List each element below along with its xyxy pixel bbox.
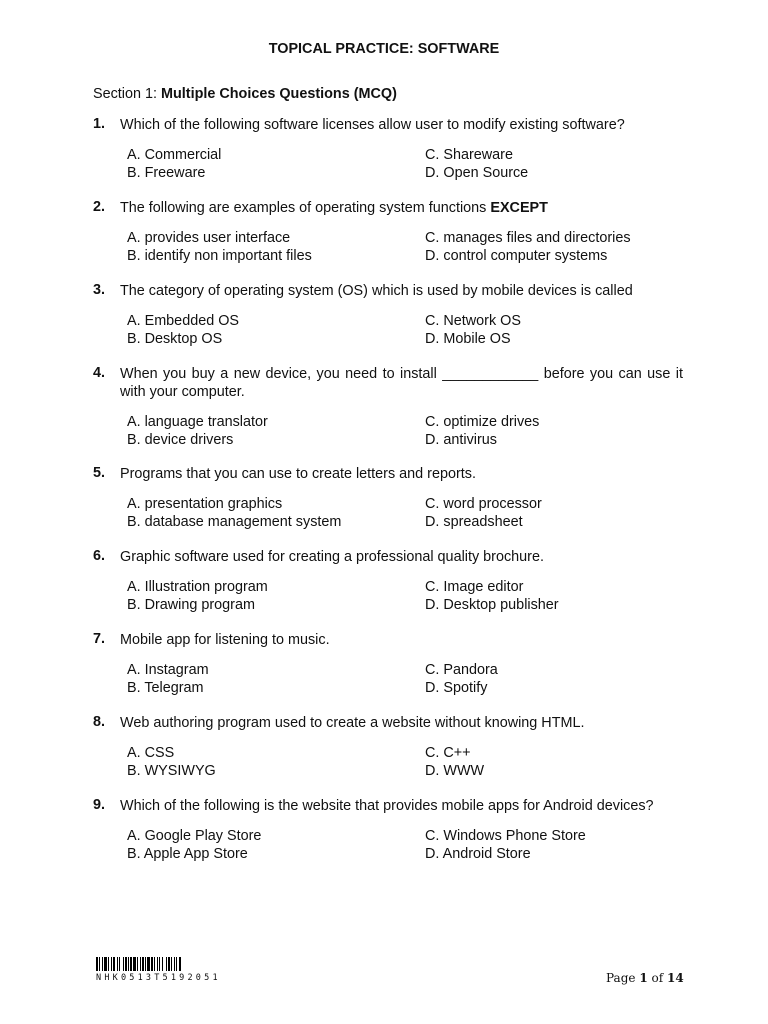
- option-b: B. WYSIWYG: [127, 763, 216, 779]
- question-number: 8.: [93, 714, 106, 730]
- question-4: [93, 365, 683, 449]
- question-text: [120, 199, 683, 217]
- section-name: Multiple Choices Questions (MCQ): [161, 86, 397, 102]
- question-text: Programs that you can use to create letters and reports.: [120, 466, 476, 482]
- option-b: B. Desktop OS: [127, 331, 223, 347]
- options: [93, 312, 683, 348]
- options: [93, 495, 683, 531]
- barcode-bars: [96, 957, 256, 971]
- question-number: 6.: [93, 548, 106, 564]
- option-b: B. Apple App Store: [127, 846, 248, 862]
- option-c: C. manages files and directories: [425, 230, 631, 246]
- options: [93, 229, 683, 265]
- question-1: [93, 116, 683, 182]
- question-emphasis: EXCEPT: [490, 200, 548, 216]
- page-total: 14: [667, 971, 684, 985]
- question-8: [93, 714, 683, 780]
- option-c: C. C++: [425, 745, 471, 761]
- page-number: [606, 971, 684, 985]
- option-b: B. database management system: [127, 514, 342, 530]
- option-c: C. Network OS: [425, 313, 521, 329]
- option-d: D. control computer systems: [425, 248, 608, 264]
- option-d: D. spreadsheet: [425, 514, 523, 530]
- section-heading: [93, 86, 397, 102]
- question-number: 3.: [93, 282, 106, 298]
- question-text: When you buy a new device, you need to install ____________ before you can use it with your computer.: [120, 366, 683, 400]
- option-d: D. Spotify: [425, 680, 488, 696]
- options: [93, 661, 683, 697]
- document-title: TOPICAL PRACTICE: SOFTWARE: [268, 41, 500, 57]
- options: [93, 146, 683, 182]
- section-prefix: Section 1:: [93, 86, 157, 102]
- option-c: C. word processor: [425, 496, 542, 512]
- option-d: D. antivirus: [425, 432, 497, 448]
- option-a: A. provides user interface: [127, 230, 291, 246]
- option-a: A. presentation graphics: [127, 496, 283, 512]
- option-b: B. Freeware: [127, 165, 206, 181]
- option-c: C. optimize drives: [425, 414, 540, 430]
- option-d: D. Mobile OS: [425, 331, 511, 347]
- option-a: A. Instagram: [127, 662, 209, 678]
- question-number: 4.: [93, 365, 106, 381]
- barcode: [96, 957, 256, 987]
- question-2: [93, 199, 683, 265]
- options: [93, 578, 683, 614]
- question-number: 7.: [93, 631, 106, 647]
- option-d: D. Open Source: [425, 165, 529, 181]
- option-a: A. Illustration program: [127, 579, 268, 595]
- option-b: B. device drivers: [127, 432, 234, 448]
- option-c: C. Windows Phone Store: [425, 828, 586, 844]
- option-c: C. Image editor: [425, 579, 524, 595]
- option-a: A. language translator: [127, 414, 268, 430]
- barcode-bar: [181, 957, 182, 971]
- option-d: D. Android Store: [425, 846, 531, 862]
- option-b: B. Telegram: [127, 680, 204, 696]
- options: [93, 413, 683, 449]
- question-7: [93, 631, 683, 697]
- option-b: B. identify non important files: [127, 248, 312, 264]
- question-text: Which of the following software licenses allow user to modify existing software?: [120, 117, 625, 133]
- question-number: 2.: [93, 199, 106, 215]
- question-text: Web authoring program used to create a website without knowing HTML.: [120, 715, 585, 731]
- question-9: [93, 797, 683, 863]
- option-c: C. Pandora: [425, 662, 498, 678]
- option-a: A. Google Play Store: [127, 828, 262, 844]
- option-b: B. Drawing program: [127, 597, 255, 613]
- question-3: [93, 282, 683, 348]
- option-a: A. Commercial: [127, 147, 222, 163]
- question-text-main: The following are examples of operating system functions: [120, 200, 487, 216]
- question-text: Graphic software used for creating a professional quality brochure.: [120, 549, 544, 565]
- barcode-text: NHK0513T5192051: [96, 973, 221, 983]
- options: [93, 827, 683, 863]
- question-5: [93, 465, 683, 531]
- question-6: [93, 548, 683, 614]
- question-number: 5.: [93, 465, 106, 481]
- question-text: The category of operating system (OS) which is used by mobile devices is called: [120, 283, 633, 299]
- option-d: D. WWW: [425, 763, 485, 779]
- option-a: A. CSS: [127, 745, 175, 761]
- options: [93, 744, 683, 780]
- option-c: C. Shareware: [425, 147, 513, 163]
- option-a: A. Embedded OS: [127, 313, 239, 329]
- page-label: Page: [606, 971, 636, 985]
- question-text: Mobile app for listening to music.: [120, 632, 330, 648]
- page-current: 1: [639, 971, 648, 985]
- question-number: 1.: [93, 116, 106, 132]
- option-d: D. Desktop publisher: [425, 597, 559, 613]
- page-of-label: of: [651, 971, 664, 985]
- question-number: 9.: [93, 797, 106, 813]
- question-text: Which of the following is the website that provides mobile apps for Android devices?: [120, 798, 654, 814]
